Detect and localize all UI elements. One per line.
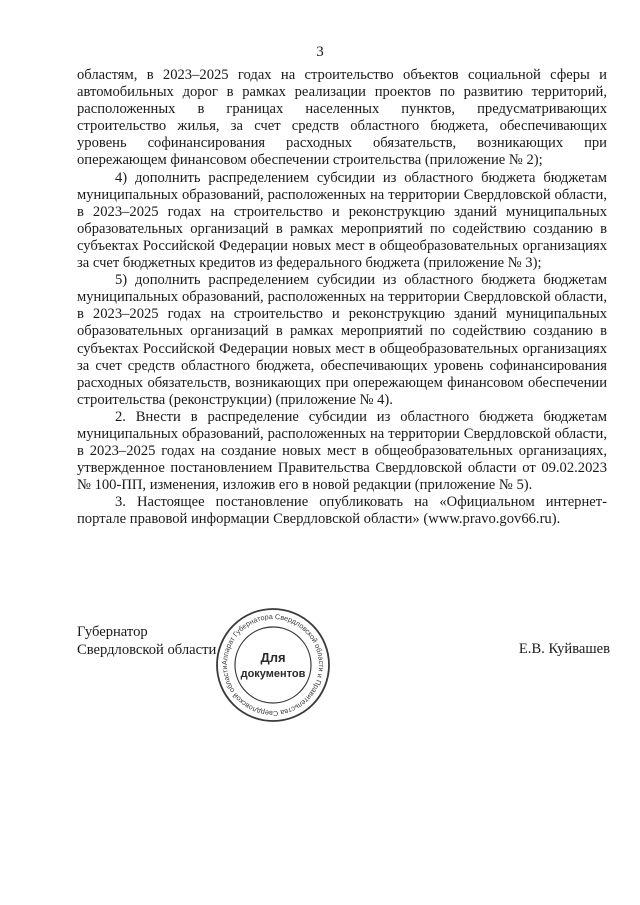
paragraph-item-5: 5) дополнить распределением субсидии из областного бюджета бюджетам муниципальных образований, расположенных на территории Свердловской области, в 2023–2025 годах на строительство и реконструкцию зданий муниципальных образовательных организаций в рамках мероприятий по содействию созданию в субъектах Российской Федерации новых мест в общеобразовательных организациях за счет средств областного бюджета, обеспечивающих уровень софинансирования расходных обязательств, возникающих при опережающем финансовом обеспечении строительства (реконструкции) (приложение № 4). — [77, 272, 607, 408]
paragraph-continuation: областям, в 2023–2025 годах на строительство объектов социальной сферы и автомобильных дорог в рамках реализации проектов по развитию территорий, расположенных в границах населенных пунктов, предусматривающих строительство жилья, за счет средств областного бюджета, обеспечивающих уровень софинансирования расходных обязательств, возникающих при опережающем финансовом обеспечении строительства (приложение № 2); — [77, 67, 607, 169]
signatory-title-line2: Свердловской области — [77, 641, 217, 658]
stamp-outer-ring — [217, 609, 329, 721]
official-stamp — [214, 606, 332, 724]
stamp-center-line1: Для — [260, 650, 286, 665]
stamp-center-line2: документов — [240, 668, 306, 680]
paragraph-clause-3: 3. Настоящее постановление опубликовать на «Официальном интернет-портале правовой информации Свердловской области» (www.pravo.gov66.ru). — [77, 494, 607, 528]
signatory-title-line1: Губернатор — [77, 624, 148, 640]
signatory-title — [77, 624, 216, 659]
stamp-inner-ring — [235, 627, 311, 703]
stamp-ring-text: Аппарат Губернатора Свердловской области и Правительства Свердловской области — [219, 611, 327, 719]
paragraph-clause-2: 2. Внести в распределение субсидии из областного бюджета бюджетам муниципальных образований, расположенных на территории Свердловской области, в 2023–2025 годах на создание новых мест в общеобразовательных организациях, утвержденное постановлением Правительства Свердловской области от 09.02.2023 № 100-ПП, изменения, изложив его в новой редакции (приложение № 5). — [77, 408, 607, 494]
signatory-name: Е.В. Куйвашев — [518, 641, 610, 657]
document-body — [77, 67, 607, 529]
page-number: 3 — [316, 44, 324, 60]
paragraph-item-4: 4) дополнить распределением субсидии из областного бюджета бюджетам муниципальных образований, расположенных на территории Свердловской области, в 2023–2025 годах на строительство и реконструкцию зданий муниципальных образовательных организаций в рамках мероприятий по содействию созданию в субъектах Российской Федерации новых мест в общеобразовательных организациях за счет бюджетных кредитов из федерального бюджета (приложение № 3); — [77, 169, 607, 272]
